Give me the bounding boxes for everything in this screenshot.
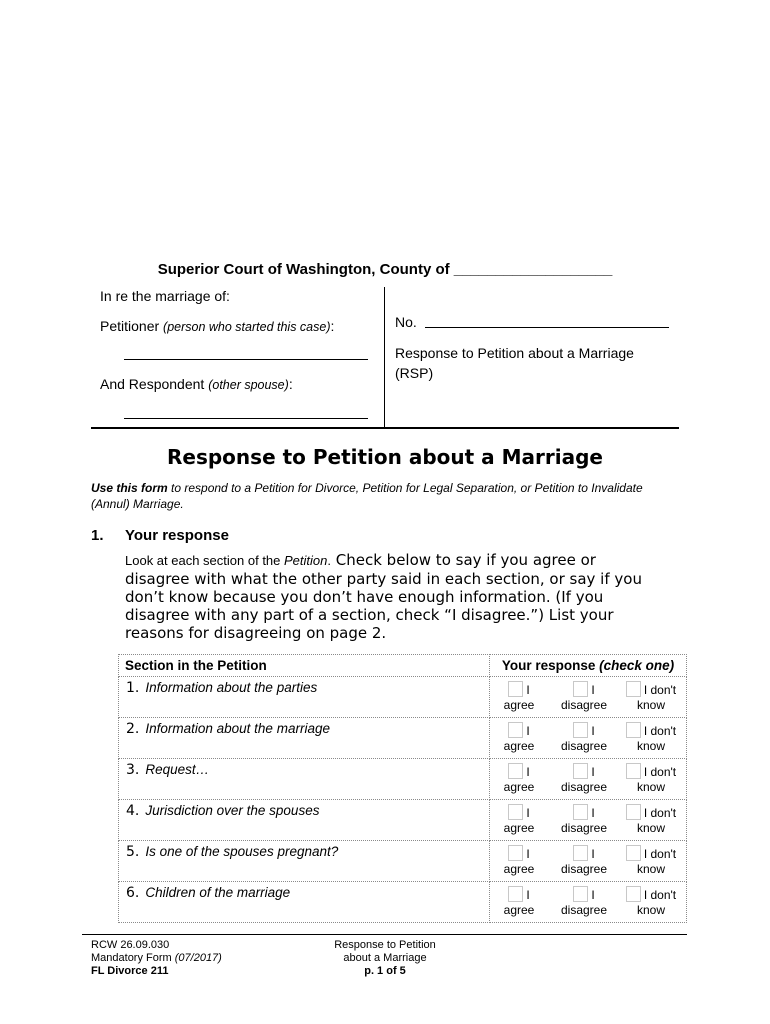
footer-left	[91, 939, 222, 978]
row-section-cell	[119, 718, 490, 759]
disagree-checkbox[interactable]	[573, 886, 588, 902]
section-column-header: Section in the Petition	[119, 655, 490, 677]
row-response-cell	[490, 677, 687, 718]
agree-bottom: agree	[503, 862, 535, 876]
agree-option[interactable]	[490, 800, 548, 838]
agree-checkbox[interactable]	[508, 845, 523, 861]
row-response-cell	[490, 718, 687, 759]
use-this-form-note	[91, 480, 661, 512]
agree-top: I	[526, 683, 530, 697]
dont-know-option[interactable]	[620, 800, 682, 838]
footer-rcw: RCW 26.09.030	[91, 939, 170, 951]
dont-know-checkbox[interactable]	[626, 763, 641, 779]
disagree-bottom: disagree	[560, 780, 608, 794]
section-1-title: Your response	[125, 527, 229, 544]
agree-bottom: agree	[503, 780, 535, 794]
row-section-cell	[119, 882, 490, 923]
dont-know-bottom: know	[636, 862, 665, 876]
dont-know-option[interactable]	[620, 718, 682, 756]
petitioner-colon: :	[330, 318, 335, 334]
table-row	[119, 800, 687, 841]
table-row	[119, 841, 687, 882]
table-row	[119, 718, 687, 759]
instructions-lead-end: .	[327, 553, 331, 568]
disagree-top: I	[591, 888, 595, 902]
disagree-bottom: disagree	[560, 698, 608, 712]
case-number-line[interactable]	[425, 327, 669, 328]
agree-bottom: agree	[503, 698, 535, 712]
dont-know-top: I don't	[643, 724, 677, 738]
dont-know-bottom: know	[636, 780, 665, 794]
dont-know-option[interactable]	[620, 841, 682, 879]
row-section-cell	[119, 800, 490, 841]
dont-know-top: I don't	[643, 683, 677, 697]
agree-top: I	[526, 888, 530, 902]
row-response-cell	[490, 841, 687, 882]
row-number: 6.	[126, 885, 140, 901]
section-1-number: 1.	[91, 527, 104, 544]
response-column-header	[490, 655, 687, 677]
agree-option[interactable]	[490, 677, 548, 715]
dont-know-checkbox[interactable]	[626, 804, 641, 820]
disagree-option[interactable]	[548, 800, 620, 838]
agree-bottom: agree	[503, 739, 535, 753]
row-label: Children of the marriage	[145, 885, 291, 900]
disagree-checkbox[interactable]	[573, 722, 588, 738]
footer-center-line2: about a Marriage	[343, 952, 427, 964]
row-section-cell	[119, 677, 490, 718]
footer-center-line1: Response to Petition	[334, 939, 436, 951]
table-row	[119, 759, 687, 800]
row-section-cell	[119, 841, 490, 882]
dont-know-bottom: know	[636, 903, 665, 917]
dont-know-bottom: know	[636, 698, 665, 712]
section-1-instructions	[125, 551, 665, 642]
petitioner-label	[100, 318, 334, 334]
table-row	[119, 882, 687, 923]
petitioner-name-line[interactable]	[124, 359, 368, 360]
use-this-form-lead: Use this form	[91, 481, 168, 495]
respondent-hint: (other spouse)	[208, 378, 289, 392]
agree-option[interactable]	[490, 882, 548, 920]
use-this-form-text: to respond to a Petition for Divorce, Petition for Legal Separation, or Petition to Invalidate (Annul) Marriage.	[91, 481, 643, 511]
dont-know-bottom: know	[636, 821, 665, 835]
dont-know-top: I don't	[643, 888, 677, 902]
disagree-checkbox[interactable]	[573, 804, 588, 820]
disagree-top: I	[591, 765, 595, 779]
disagree-checkbox[interactable]	[573, 681, 588, 697]
row-number: 1.	[126, 680, 140, 696]
court-heading: Superior Court of Washington, County of ___________________	[157, 261, 613, 278]
disagree-option[interactable]	[548, 841, 620, 879]
footer-mandatory	[91, 952, 222, 965]
agree-bottom: agree	[503, 821, 535, 835]
footer-rule	[82, 934, 687, 935]
footer-mandatory-date: (07/2017)	[174, 952, 222, 964]
caption-form-title: Response to Petition about a Marriage (RSP)	[395, 345, 634, 381]
disagree-bottom: disagree	[560, 739, 608, 753]
disagree-top: I	[591, 806, 595, 820]
row-response-cell	[490, 759, 687, 800]
agree-top: I	[526, 806, 530, 820]
row-number: 3.	[126, 762, 140, 778]
caption-bottom-rule	[91, 427, 679, 429]
dont-know-top: I don't	[643, 765, 677, 779]
respondent-label	[100, 376, 293, 392]
table-row	[119, 677, 687, 718]
dont-know-checkbox[interactable]	[626, 845, 641, 861]
footer-mandatory-text: Mandatory Form	[91, 952, 175, 964]
dont-know-checkbox[interactable]	[626, 886, 641, 902]
instructions-lead: Look at each section of the	[125, 553, 284, 568]
dont-know-checkbox[interactable]	[626, 722, 641, 738]
agree-top: I	[526, 847, 530, 861]
response-header-italic: (check one)	[599, 658, 675, 673]
disagree-bottom: disagree	[560, 821, 608, 835]
agree-option[interactable]	[490, 718, 548, 756]
disagree-top: I	[591, 724, 595, 738]
dont-know-option[interactable]	[620, 759, 682, 797]
agree-option[interactable]	[490, 759, 548, 797]
row-response-cell	[490, 800, 687, 841]
row-label: Information about the parties	[145, 680, 318, 695]
respondent-label-text: And Respondent	[100, 376, 205, 392]
response-table-body	[119, 677, 687, 923]
agree-checkbox[interactable]	[508, 722, 523, 738]
agree-checkbox[interactable]	[508, 804, 523, 820]
petitioner-hint: (person who started this case)	[163, 320, 331, 334]
petitioner-label-text: Petitioner	[100, 318, 160, 334]
response-table	[118, 654, 687, 923]
agree-top: I	[526, 724, 530, 738]
row-label: Is one of the spouses pregnant?	[145, 844, 339, 859]
row-label: Information about the marriage	[145, 721, 330, 736]
footer-center	[300, 939, 470, 978]
disagree-bottom: disagree	[560, 903, 608, 917]
disagree-option[interactable]	[548, 677, 620, 715]
row-section-cell	[119, 759, 490, 800]
disagree-option[interactable]	[548, 759, 620, 797]
row-number: 5.	[126, 844, 140, 860]
row-number: 4.	[126, 803, 140, 819]
row-label: Request…	[145, 762, 210, 777]
case-number-label: No.	[395, 314, 417, 330]
agree-checkbox[interactable]	[508, 886, 523, 902]
row-label: Jurisdiction over the spouses	[145, 803, 320, 818]
footer-form-id: FL Divorce 211	[91, 965, 169, 977]
dont-know-option[interactable]	[620, 677, 682, 715]
respondent-colon: :	[288, 376, 293, 392]
disagree-top: I	[591, 847, 595, 861]
instructions-lead-italic: Petition	[284, 553, 328, 568]
response-header-text: Your response	[501, 658, 600, 673]
agree-top: I	[526, 765, 530, 779]
dont-know-checkbox[interactable]	[626, 681, 641, 697]
disagree-option[interactable]	[548, 718, 620, 756]
disagree-option[interactable]	[548, 882, 620, 920]
row-number: 2.	[126, 721, 140, 737]
agree-bottom: agree	[503, 903, 535, 917]
disagree-checkbox[interactable]	[573, 845, 588, 861]
instructions-body: Check below to say if you agree or disagree with what the other party said in each section, or say if you don’t know because you don’t have enough information. (If you disagree with any part of a section, check “I disagree.”) List your reasons for disagreeing on page 2.	[125, 551, 642, 642]
disagree-checkbox[interactable]	[573, 763, 588, 779]
dont-know-option[interactable]	[620, 882, 682, 920]
dont-know-bottom: know	[636, 739, 665, 753]
dont-know-top: I don't	[643, 847, 677, 861]
agree-option[interactable]	[490, 841, 548, 879]
dont-know-top: I don't	[643, 806, 677, 820]
respondent-name-line[interactable]	[124, 418, 368, 419]
row-response-cell	[490, 882, 687, 923]
footer-page-number: p. 1 of 5	[364, 965, 406, 977]
response-table-header	[119, 655, 687, 677]
disagree-top: I	[591, 683, 595, 697]
disagree-bottom: disagree	[560, 862, 608, 876]
in-re-label: In re the marriage of:	[100, 288, 230, 304]
page-title: Response to Petition about a Marriage	[167, 445, 603, 469]
agree-checkbox[interactable]	[508, 681, 523, 697]
agree-checkbox[interactable]	[508, 763, 523, 779]
caption-divider	[384, 287, 385, 429]
